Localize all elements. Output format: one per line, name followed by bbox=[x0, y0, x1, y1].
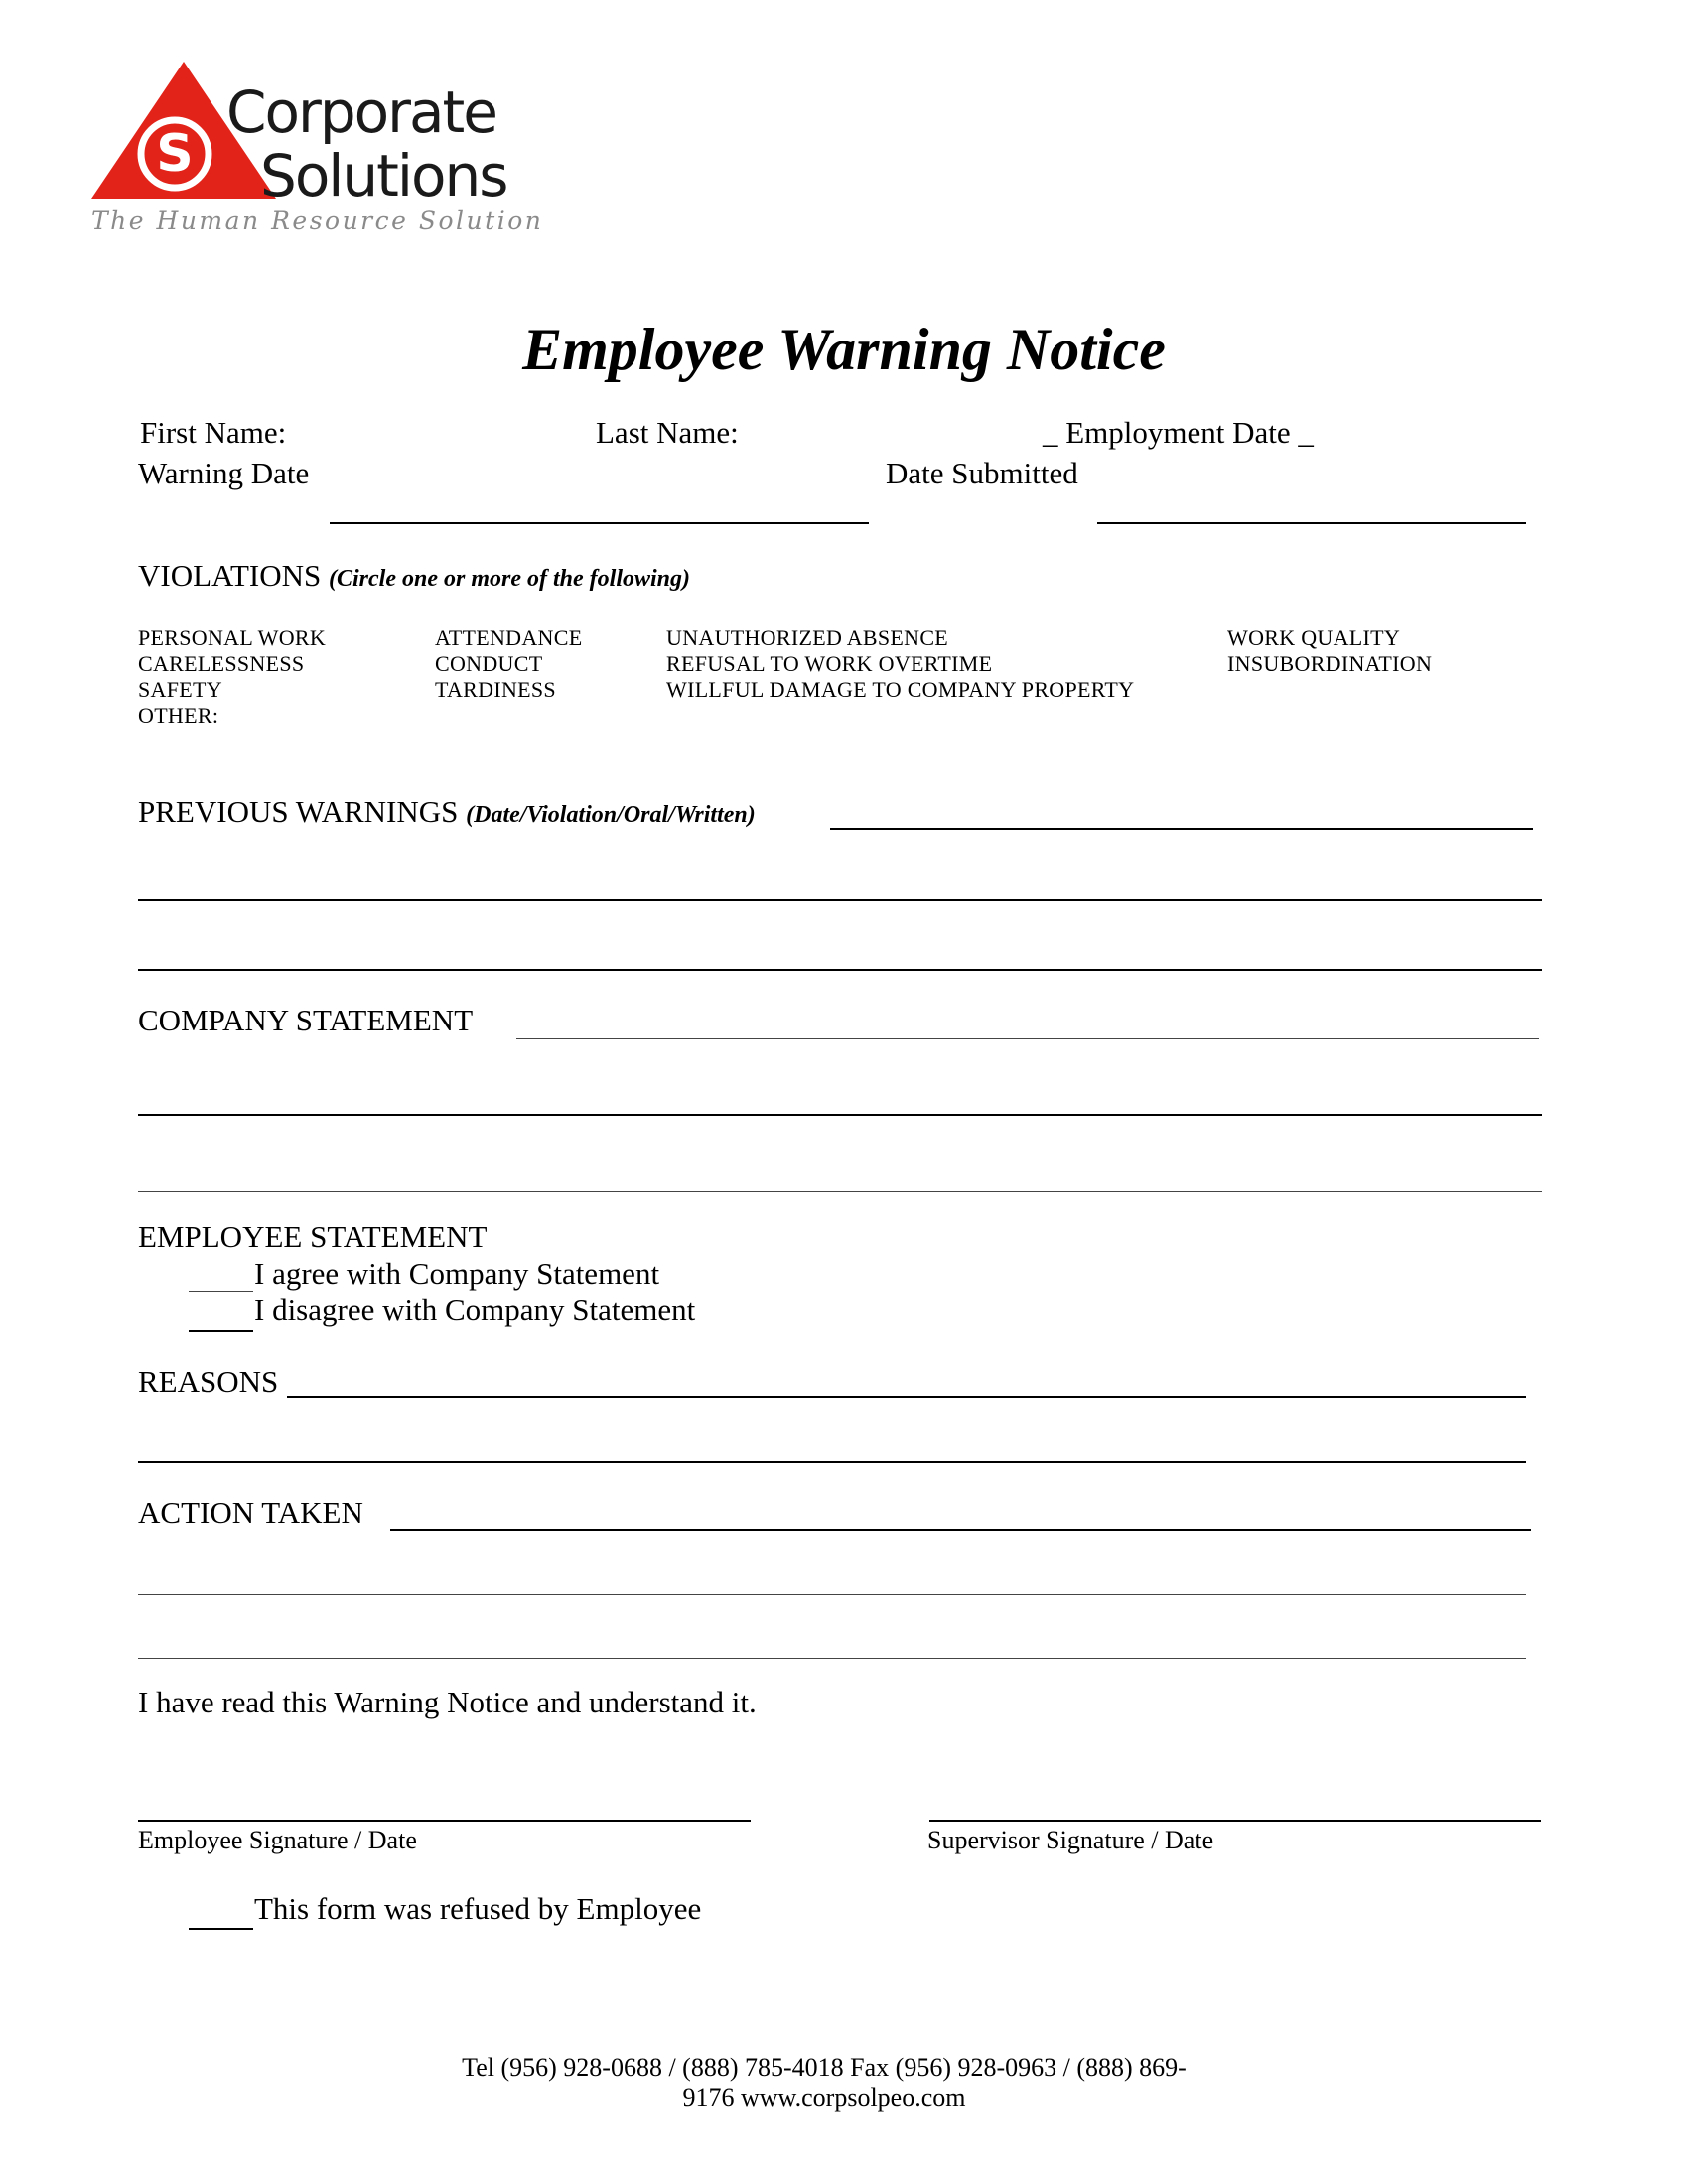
employee-statement-label: EMPLOYEE STATEMENT bbox=[138, 1219, 488, 1254]
employee-signature-field[interactable] bbox=[138, 1820, 751, 1822]
violations-heading: VIOLATIONS bbox=[138, 558, 322, 593]
agree-option-label: I agree with Company Statement bbox=[254, 1256, 660, 1291]
logo-brand-line2: Solutions bbox=[260, 142, 507, 209]
violation-option[interactable]: CARELESSNESS bbox=[138, 651, 305, 676]
violation-option[interactable]: INSUBORDINATION bbox=[1227, 651, 1433, 676]
footer-contact bbox=[0, 2053, 1688, 2113]
previous-warnings-line-2[interactable] bbox=[138, 899, 1542, 901]
action-taken-line-2[interactable] bbox=[138, 1594, 1526, 1595]
company-statement-label: COMPANY STATEMENT bbox=[138, 1003, 474, 1037]
refused-label: This form was refused by Employee bbox=[254, 1891, 702, 1926]
violation-option[interactable]: REFUSAL TO WORK OVERTIME bbox=[666, 651, 993, 676]
svg-text:S: S bbox=[156, 124, 194, 184]
employee-signature-label: Employee Signature / Date bbox=[138, 1826, 417, 1854]
violations-column-1 bbox=[138, 625, 326, 729]
employment-date-label: _ Employment Date _ bbox=[1043, 415, 1314, 450]
date-submitted-label: Date Submitted bbox=[886, 456, 1078, 490]
violations-instruction: (Circle one or more of the following) bbox=[329, 566, 690, 592]
violation-option[interactable]: OTHER: bbox=[138, 703, 219, 728]
reasons-line-2[interactable] bbox=[138, 1461, 1526, 1463]
violation-option[interactable]: SAFETY bbox=[138, 677, 222, 702]
action-taken-label: ACTION TAKEN bbox=[138, 1495, 363, 1530]
previous-warnings-field[interactable] bbox=[830, 828, 1533, 830]
previous-warnings-label bbox=[138, 794, 756, 830]
violation-option[interactable]: TARDINESS bbox=[435, 677, 556, 702]
company-statement-line-2[interactable] bbox=[138, 1114, 1542, 1116]
first-name-label: First Name: bbox=[140, 415, 287, 450]
company-statement-field[interactable] bbox=[516, 1038, 1539, 1039]
agree-checkbox[interactable] bbox=[189, 1291, 253, 1292]
violation-option[interactable]: ATTENDANCE bbox=[435, 625, 583, 650]
logo-brand-line1: Corporate bbox=[226, 78, 496, 146]
last-name-label: Last Name: bbox=[596, 415, 739, 450]
logo-tagline: The Human Resource Solution bbox=[91, 206, 544, 235]
action-taken-line-3[interactable] bbox=[138, 1658, 1526, 1659]
violation-option[interactable]: PERSONAL WORK bbox=[138, 625, 327, 650]
action-taken-field[interactable] bbox=[390, 1529, 1531, 1531]
acknowledgement-text: I have read this Warning Notice and understand it. bbox=[138, 1685, 757, 1719]
previous-warnings-line-3[interactable] bbox=[138, 969, 1542, 971]
company-statement-line-3[interactable] bbox=[138, 1191, 1542, 1192]
footer-line-1: Tel (956) 928-0688 / (888) 785-4018 Fax (956) 928-0963 / (888) 869- bbox=[462, 2053, 1187, 2082]
reasons-field[interactable] bbox=[287, 1396, 1526, 1398]
violation-option[interactable]: WORK QUALITY bbox=[1227, 625, 1401, 650]
reasons-label: REASONS bbox=[138, 1364, 279, 1399]
footer-line-2: 9176 www.corpsolpeo.com bbox=[682, 2083, 966, 2112]
violations-column-2 bbox=[435, 625, 582, 703]
previous-warnings-heading: PREVIOUS WARNINGS bbox=[138, 794, 459, 829]
violations-label bbox=[138, 558, 690, 594]
violations-column-3 bbox=[666, 625, 1134, 703]
supervisor-signature-field[interactable] bbox=[929, 1820, 1541, 1822]
previous-warnings-hint: (Date/Violation/Oral/Written) bbox=[466, 802, 756, 828]
violation-option[interactable]: CONDUCT bbox=[435, 651, 543, 676]
date-submitted-field[interactable] bbox=[1097, 522, 1526, 524]
violations-column-4 bbox=[1227, 625, 1432, 677]
violation-option[interactable]: UNAUTHORIZED ABSENCE bbox=[666, 625, 949, 650]
refused-checkbox[interactable] bbox=[189, 1928, 253, 1930]
warning-date-field[interactable] bbox=[330, 522, 869, 524]
violation-option[interactable]: WILLFUL DAMAGE TO COMPANY PROPERTY bbox=[666, 677, 1135, 702]
supervisor-signature-label: Supervisor Signature / Date bbox=[927, 1826, 1214, 1854]
warning-date-label: Warning Date bbox=[138, 456, 310, 490]
disagree-option-label: I disagree with Company Statement bbox=[254, 1293, 696, 1327]
form-title: Employee Warning Notice bbox=[522, 317, 1166, 382]
disagree-checkbox[interactable] bbox=[189, 1330, 253, 1332]
